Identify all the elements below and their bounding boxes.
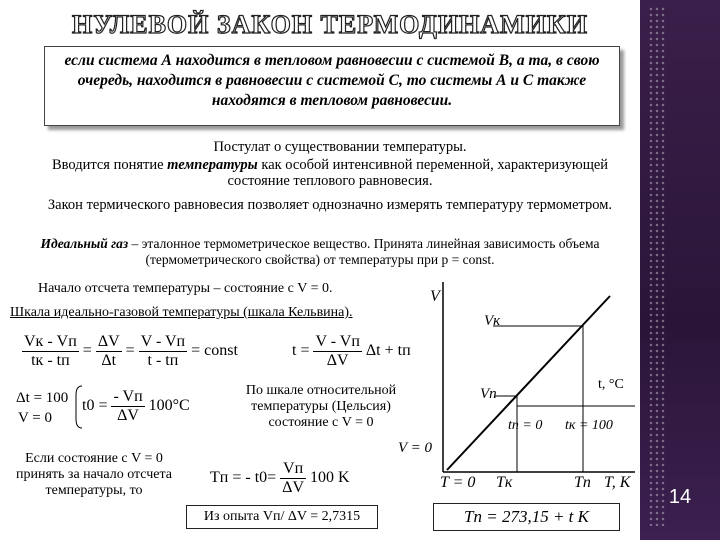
graph-t-axis-label: t, °C [598,377,624,392]
volume-line [447,296,610,470]
graph-tp-label: tп = 0 [508,418,543,433]
law-text: если система А находится в тепловом равновесии с системой В, а та, в свою очередь, находится в равновесии с системой С, то системы А и С также находятся в тепловом равновесии. [64,52,600,109]
graph-Tp-label: Tп [574,474,591,491]
f1-rhs-den: t - tп [147,352,179,369]
ideal-gas-text [30,236,610,268]
if-state: Если состояние с V = 0 принять за начало отсчета температуры, то [16,451,172,498]
postulate: Постулат о существовании температуры. [213,139,467,155]
f2-t-eq: t = [292,342,310,360]
f4-den: ΔV [282,479,304,496]
law-thermal: Закон термического равновесия позволяет однозначно измерять температуру термометром. [47,197,613,213]
f4-num: Vп [280,460,306,479]
intro-text [40,157,620,189]
f2-den: ΔV [326,352,349,369]
formula-Tp [210,460,350,497]
f2-tail: Δt + tп [365,342,411,360]
graph-v0-label: V = 0 [398,440,433,456]
kelvin-scale: Шкала идеально-газовой температуры (шкала Кельвина). [10,305,353,320]
delta-t: Δt = 100 [16,390,69,406]
graph-T0-label: T = 0 [440,474,476,491]
page-number: 14 [668,486,692,508]
experiment-box: Из опыта Vп/ ΔV = 2,7315 [186,505,378,529]
f2-num: V - Vп [315,333,360,350]
law-box [44,46,620,126]
f1-mid-den: Δt [101,352,117,369]
graph-v-label: V [430,288,440,305]
result-box: Tп = 273,15 + t K [433,503,620,531]
f1-lhs-num: Vк - Vп [24,333,77,350]
v-zero: V = 0 [18,410,53,426]
formula-linear: $\frac{Vк - Vп}{tк - tп}$ = $\frac{\Delta V}{\Delta t}$ = $\frac{V - Vп}{t - tп}$ = const [24,333,238,369]
f3-tail: 100°C [148,397,190,415]
graph-vp-label: Vп [480,386,497,402]
f3-t0: t0 = [82,397,108,415]
decorative-sidebar [640,0,720,540]
f1-rhs-num: V - Vп [140,333,186,350]
f3-num: - Vп [113,388,143,405]
graph-Tk-label: Tк [496,474,513,491]
f1-mid-num: ΔV [97,333,120,350]
f4-lhs: Tп = - t0= [210,469,277,487]
ideal-gas-term: Идеальный газ [40,236,129,251]
formula-t0 [82,388,190,425]
graph-tk-label: tк = 100 [565,418,613,433]
ideal-gas-desc: – эталонное термометрическое вещество. Принята линейная зависимость объема (термометрического свойства) от температуры при p = const. [128,236,600,267]
intro-suffix: как особой интенсивной переменной, характеризующей состояние теплового равновесия. [227,157,609,189]
f1-const: = const [191,342,238,360]
intro-term: температуры [167,157,258,173]
f4-tail: 100 K [310,469,350,487]
f1-lhs-den: tк - tп [31,352,70,369]
graph-vk-label: Vк [484,313,501,329]
f3-den: ΔV [117,407,139,424]
sidebar-dots [648,6,666,526]
celsius-note: По шкале относительной температуры (Цельсия) состояние с V = 0 [245,383,397,430]
graph-T-axis-label: T, K [604,474,631,491]
slide-title: НУЛЕВОЙ ЗАКОН ТЕРМОДИНАМИКИ [71,10,589,39]
formula-t [292,333,411,370]
origin-text: Начало отсчета температуры – состояние с V = 0. [38,281,333,296]
bracket-left [75,385,83,429]
intro-prefix: Вводится понятие [51,157,168,173]
